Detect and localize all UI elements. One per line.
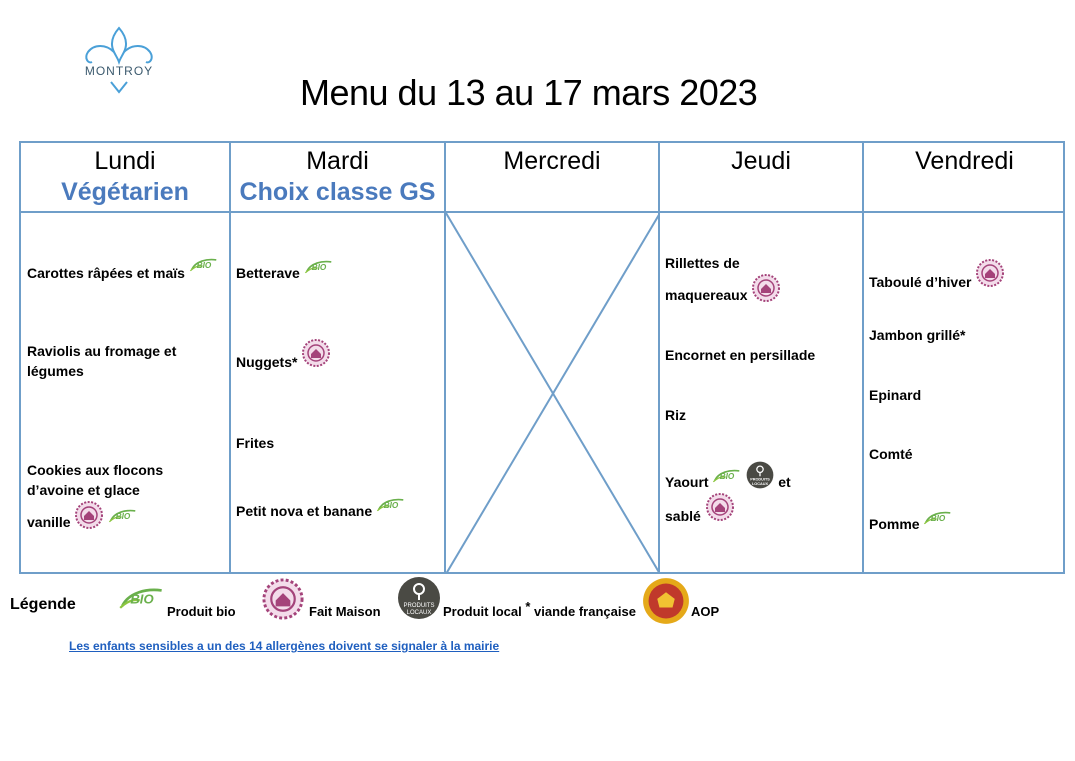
bio-icon <box>118 580 166 619</box>
dish <box>869 325 965 345</box>
day-name: Jeudi <box>731 147 791 175</box>
dish <box>27 341 176 361</box>
svg-text:BIO: BIO <box>196 261 212 271</box>
svg-text:BIO: BIO <box>931 514 946 524</box>
dish-label: Betterave <box>236 265 300 282</box>
svg-text:LOCAUX: LOCAUX <box>406 610 432 616</box>
day-header-mardi <box>231 147 444 207</box>
dish-label: légumes <box>27 363 84 379</box>
page-title: Menu du 13 au 17 mars 2023 <box>300 72 758 113</box>
fait-maison-icon <box>705 492 735 527</box>
dish-label: vanille <box>27 514 71 531</box>
dish <box>665 253 740 273</box>
dish <box>869 513 953 538</box>
produits-locaux-icon <box>746 461 774 494</box>
dish <box>665 345 815 365</box>
dish-label: Petit nova et banane <box>236 503 373 520</box>
fait-maison-icon <box>261 577 305 626</box>
brand-name: MONTROY <box>84 64 154 78</box>
legend-fait-maison: Fait Maison <box>309 604 381 619</box>
dish-label: Comté <box>869 446 913 462</box>
dish <box>236 346 331 381</box>
dish-label: Epinard <box>869 387 922 403</box>
bio-icon <box>923 507 953 532</box>
menu-table <box>19 141 1065 574</box>
legend-viande-label: viande française <box>534 604 636 619</box>
produits-locaux-icon <box>397 576 441 625</box>
legend-aop: AOP <box>691 604 720 619</box>
dish <box>236 262 334 287</box>
day-theme: Choix classe GS <box>239 178 436 206</box>
svg-text:BIO: BIO <box>311 263 326 273</box>
legend-local <box>443 599 636 619</box>
svg-text:BIO: BIO <box>116 512 131 522</box>
dish-label: Taboulé d’hiver <box>869 274 972 291</box>
svg-text:BIO: BIO <box>130 591 154 607</box>
dish <box>869 444 913 464</box>
dish <box>665 279 781 314</box>
fait-maison-icon <box>751 273 781 308</box>
bio-icon <box>108 505 138 530</box>
montroy-logo <box>76 26 162 98</box>
dish-label: Nuggets* <box>236 354 298 371</box>
dish <box>27 262 219 287</box>
dish-label: Yaourt <box>665 474 709 491</box>
dish-label: Cookies aux flocons <box>27 462 164 478</box>
day-name: Mercredi <box>503 147 601 175</box>
dish-label: Frites <box>236 435 275 451</box>
legend-star: * <box>525 599 531 614</box>
day-header-mercredi <box>446 147 658 176</box>
dish <box>27 460 163 480</box>
bio-icon <box>304 256 334 281</box>
day-header-vendredi <box>864 147 1065 176</box>
svg-text:PRODUITS: PRODUITS <box>750 477 771 482</box>
dish <box>869 266 1005 301</box>
dish-label: Encornet en persillade <box>665 347 816 363</box>
day-name: Lundi <box>94 147 156 175</box>
aop-icon <box>642 577 690 630</box>
fait-maison-icon <box>301 338 331 373</box>
dish <box>665 500 735 535</box>
bio-icon <box>376 494 406 519</box>
allergen-notice[interactable]: Les enfants sensibles a un des 14 allergènes doivent se signaler à la mairie <box>69 639 500 653</box>
day-header-jeudi <box>660 147 862 176</box>
dish-label: Raviolis au fromage et <box>27 343 177 359</box>
day-name: Vendredi <box>915 147 1014 175</box>
svg-text:PRODUITS: PRODUITS <box>403 603 435 609</box>
dish <box>27 480 140 500</box>
dish-label: Riz <box>665 407 686 423</box>
legend-bio: Produit bio <box>167 604 236 619</box>
dish <box>869 385 921 405</box>
day-header-lundi <box>21 147 229 207</box>
day-name: Mardi <box>306 147 369 175</box>
no-service-cross <box>446 213 660 574</box>
dish-label: Pomme <box>869 516 920 533</box>
dish-label: d’avoine et glace <box>27 482 140 498</box>
dish-label: Jambon grillé* <box>869 327 966 343</box>
fait-maison-icon <box>74 500 104 535</box>
svg-text:BIO: BIO <box>720 472 735 482</box>
column-divider <box>229 143 231 572</box>
fait-maison-icon <box>975 258 1005 293</box>
dish <box>236 500 406 525</box>
bio-icon <box>189 254 219 279</box>
dish-label: et <box>778 474 791 491</box>
fleur-de-lis-icon <box>76 26 162 98</box>
column-divider <box>862 143 864 572</box>
dish-label: Rillettes de <box>665 255 740 271</box>
dish-label: Carottes râpées et maïs <box>27 265 185 282</box>
dish <box>665 405 686 425</box>
dish <box>236 433 274 453</box>
legend-local-label: Produit local <box>443 604 522 619</box>
dish-label: maquereaux <box>665 287 748 304</box>
svg-text:LOCAUX: LOCAUX <box>752 482 769 487</box>
dish <box>27 506 138 541</box>
svg-text:BIO: BIO <box>383 501 399 511</box>
dish <box>27 361 84 381</box>
legend-title: Légende <box>10 596 76 613</box>
day-theme: Végétarien <box>61 178 189 206</box>
bio-icon <box>712 465 742 490</box>
dish-label: sablé <box>665 508 701 525</box>
